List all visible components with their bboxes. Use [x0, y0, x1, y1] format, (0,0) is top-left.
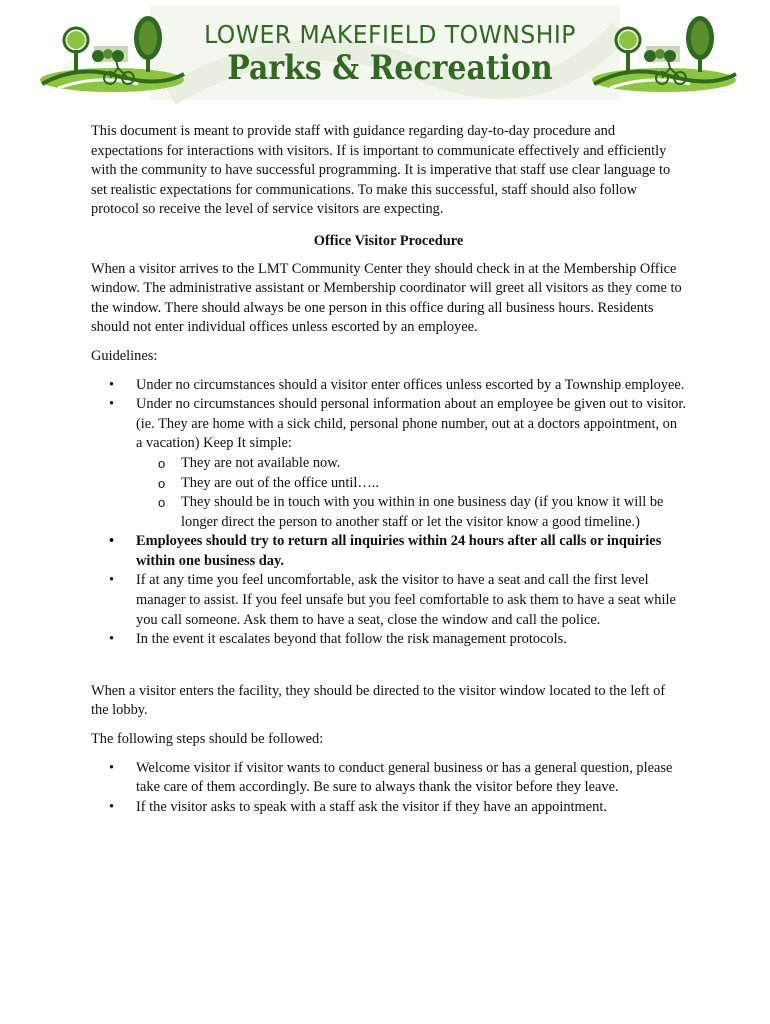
- intro-paragraph: This document is meant to provide staff with guidance regarding day-to-day procedure and expectations for interactions with visitors. If is important to communicate effectively and efficiently with the community to have successful programming. It is imperative that staff use clear language to set realistic expectations for communications. To make this successful, staff should also follow protocol so receive the level of service visitors are expecting.: [91, 123, 671, 218]
- park-logo-icon: [590, 14, 738, 98]
- sub-list-item: o They should be in touch with you within in one business day (if you know it will be longer direct the person to another staff or let the visitor know a good timeline.): [181, 493, 686, 532]
- township-name: LOWER MAKEFIELD TOWNSHIP: [204, 20, 576, 49]
- facility-paragraph: When a visitor enters the facility, they should be directed to the visitor window located to the left of the lobby.: [91, 682, 666, 719]
- guidelines-list: [91, 376, 686, 650]
- list-item: [136, 395, 686, 532]
- list-item: • If at any time you feel uncomfortable, ask the visitor to have a seat and call the first level manager to assist. If you feel unsafe but you feel comfortable to ask them to have a seat while you call someone. Ask them to have a seat, close the window and call the police.: [136, 571, 686, 630]
- list-item-text: Under no circumstances should personal information about an employee be given out to visitor. (ie. They are home with a sick child, personal phone number, out at a doctors appointment, on a vacation) Keep It simple:: [136, 396, 686, 452]
- sub-list: [136, 454, 686, 532]
- list-item: • Welcome visitor if visitor wants to conduct general business or has a general question, please take care of them accordingly. Be sure to always thank the visitor before they leave.: [136, 759, 686, 798]
- steps-label: The following steps should be followed:: [91, 731, 324, 748]
- document-body: [91, 122, 686, 817]
- section-heading: Office Visitor Procedure: [313, 232, 464, 249]
- sub-list-item: o They are out of the office until…..: [181, 474, 686, 494]
- department-name: Parks & Recreation: [227, 48, 553, 88]
- list-item: • Employees should try to return all inquiries within 24 hours after all calls or inquiries within one business day.: [136, 532, 686, 571]
- park-logo-icon: [38, 14, 186, 98]
- sub-list-item: o They are not available now.: [181, 454, 686, 474]
- spacer: [91, 650, 686, 682]
- list-item: • Under no circumstances should a visitor enter offices unless escorted by a Township employee.: [136, 376, 686, 396]
- list-item: • In the event it escalates beyond that follow the risk management protocols.: [136, 630, 686, 650]
- list-item: • If the visitor asks to speak with a staff ask the visitor if they have an appointment.: [136, 798, 686, 818]
- document-header: [0, 0, 770, 108]
- steps-list: [91, 759, 686, 818]
- procedure-paragraph: When a visitor arrives to the LMT Community Center they should check in at the Membership Office window. The administrative assistant or Membership coordinator will greet all visitors as they come to the window. There should always be one person in this office during all business hours. Residents should not enter individual offices unless escorted by an employee.: [91, 260, 682, 336]
- guidelines-label: Guidelines:: [91, 347, 158, 364]
